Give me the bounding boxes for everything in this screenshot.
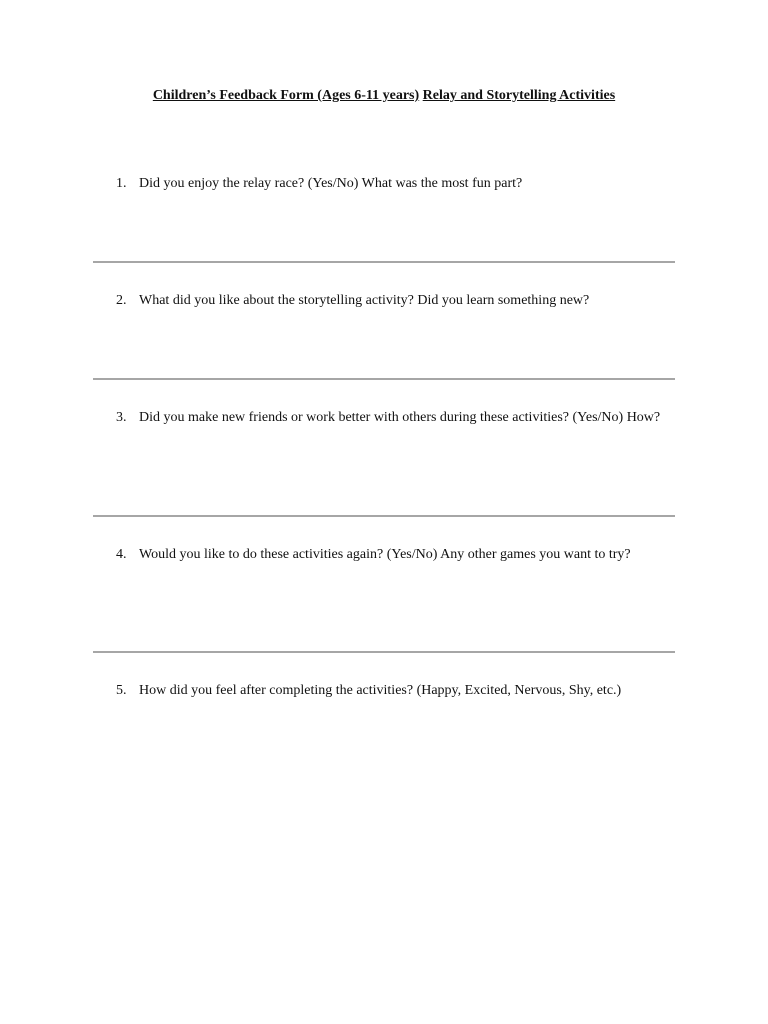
question-text: Would you like to do these activities again? (Yes/No) Any other games you want to try? — [139, 547, 631, 562]
page-title — [0, 87, 768, 105]
title-subtitle: Relay and Storytelling Activities — [422, 88, 616, 103]
question-text: What did you like about the storytelling activity? Did you learn something new? — [139, 293, 590, 308]
question-number: 5. — [116, 683, 127, 698]
question-text: How did you feel after completing the activities? (Happy, Excited, Nervous, Shy, etc.) — [139, 683, 622, 698]
question-number: 4. — [116, 547, 127, 562]
title-main: Children’s Feedback Form (Ages 6-11 years) — [152, 88, 420, 103]
question-number: 1. — [116, 176, 127, 191]
question-number: 2. — [116, 293, 127, 308]
answer-line — [93, 651, 675, 653]
answer-line — [93, 261, 675, 263]
answer-line — [93, 515, 675, 517]
answer-line — [93, 378, 675, 380]
question-text: Did you make new friends or work better with others during these activities? (Yes/No) How? — [139, 410, 661, 425]
question-text: Did you enjoy the relay race? (Yes/No) What was the most fun part? — [139, 176, 523, 191]
question-number: 3. — [116, 410, 127, 425]
